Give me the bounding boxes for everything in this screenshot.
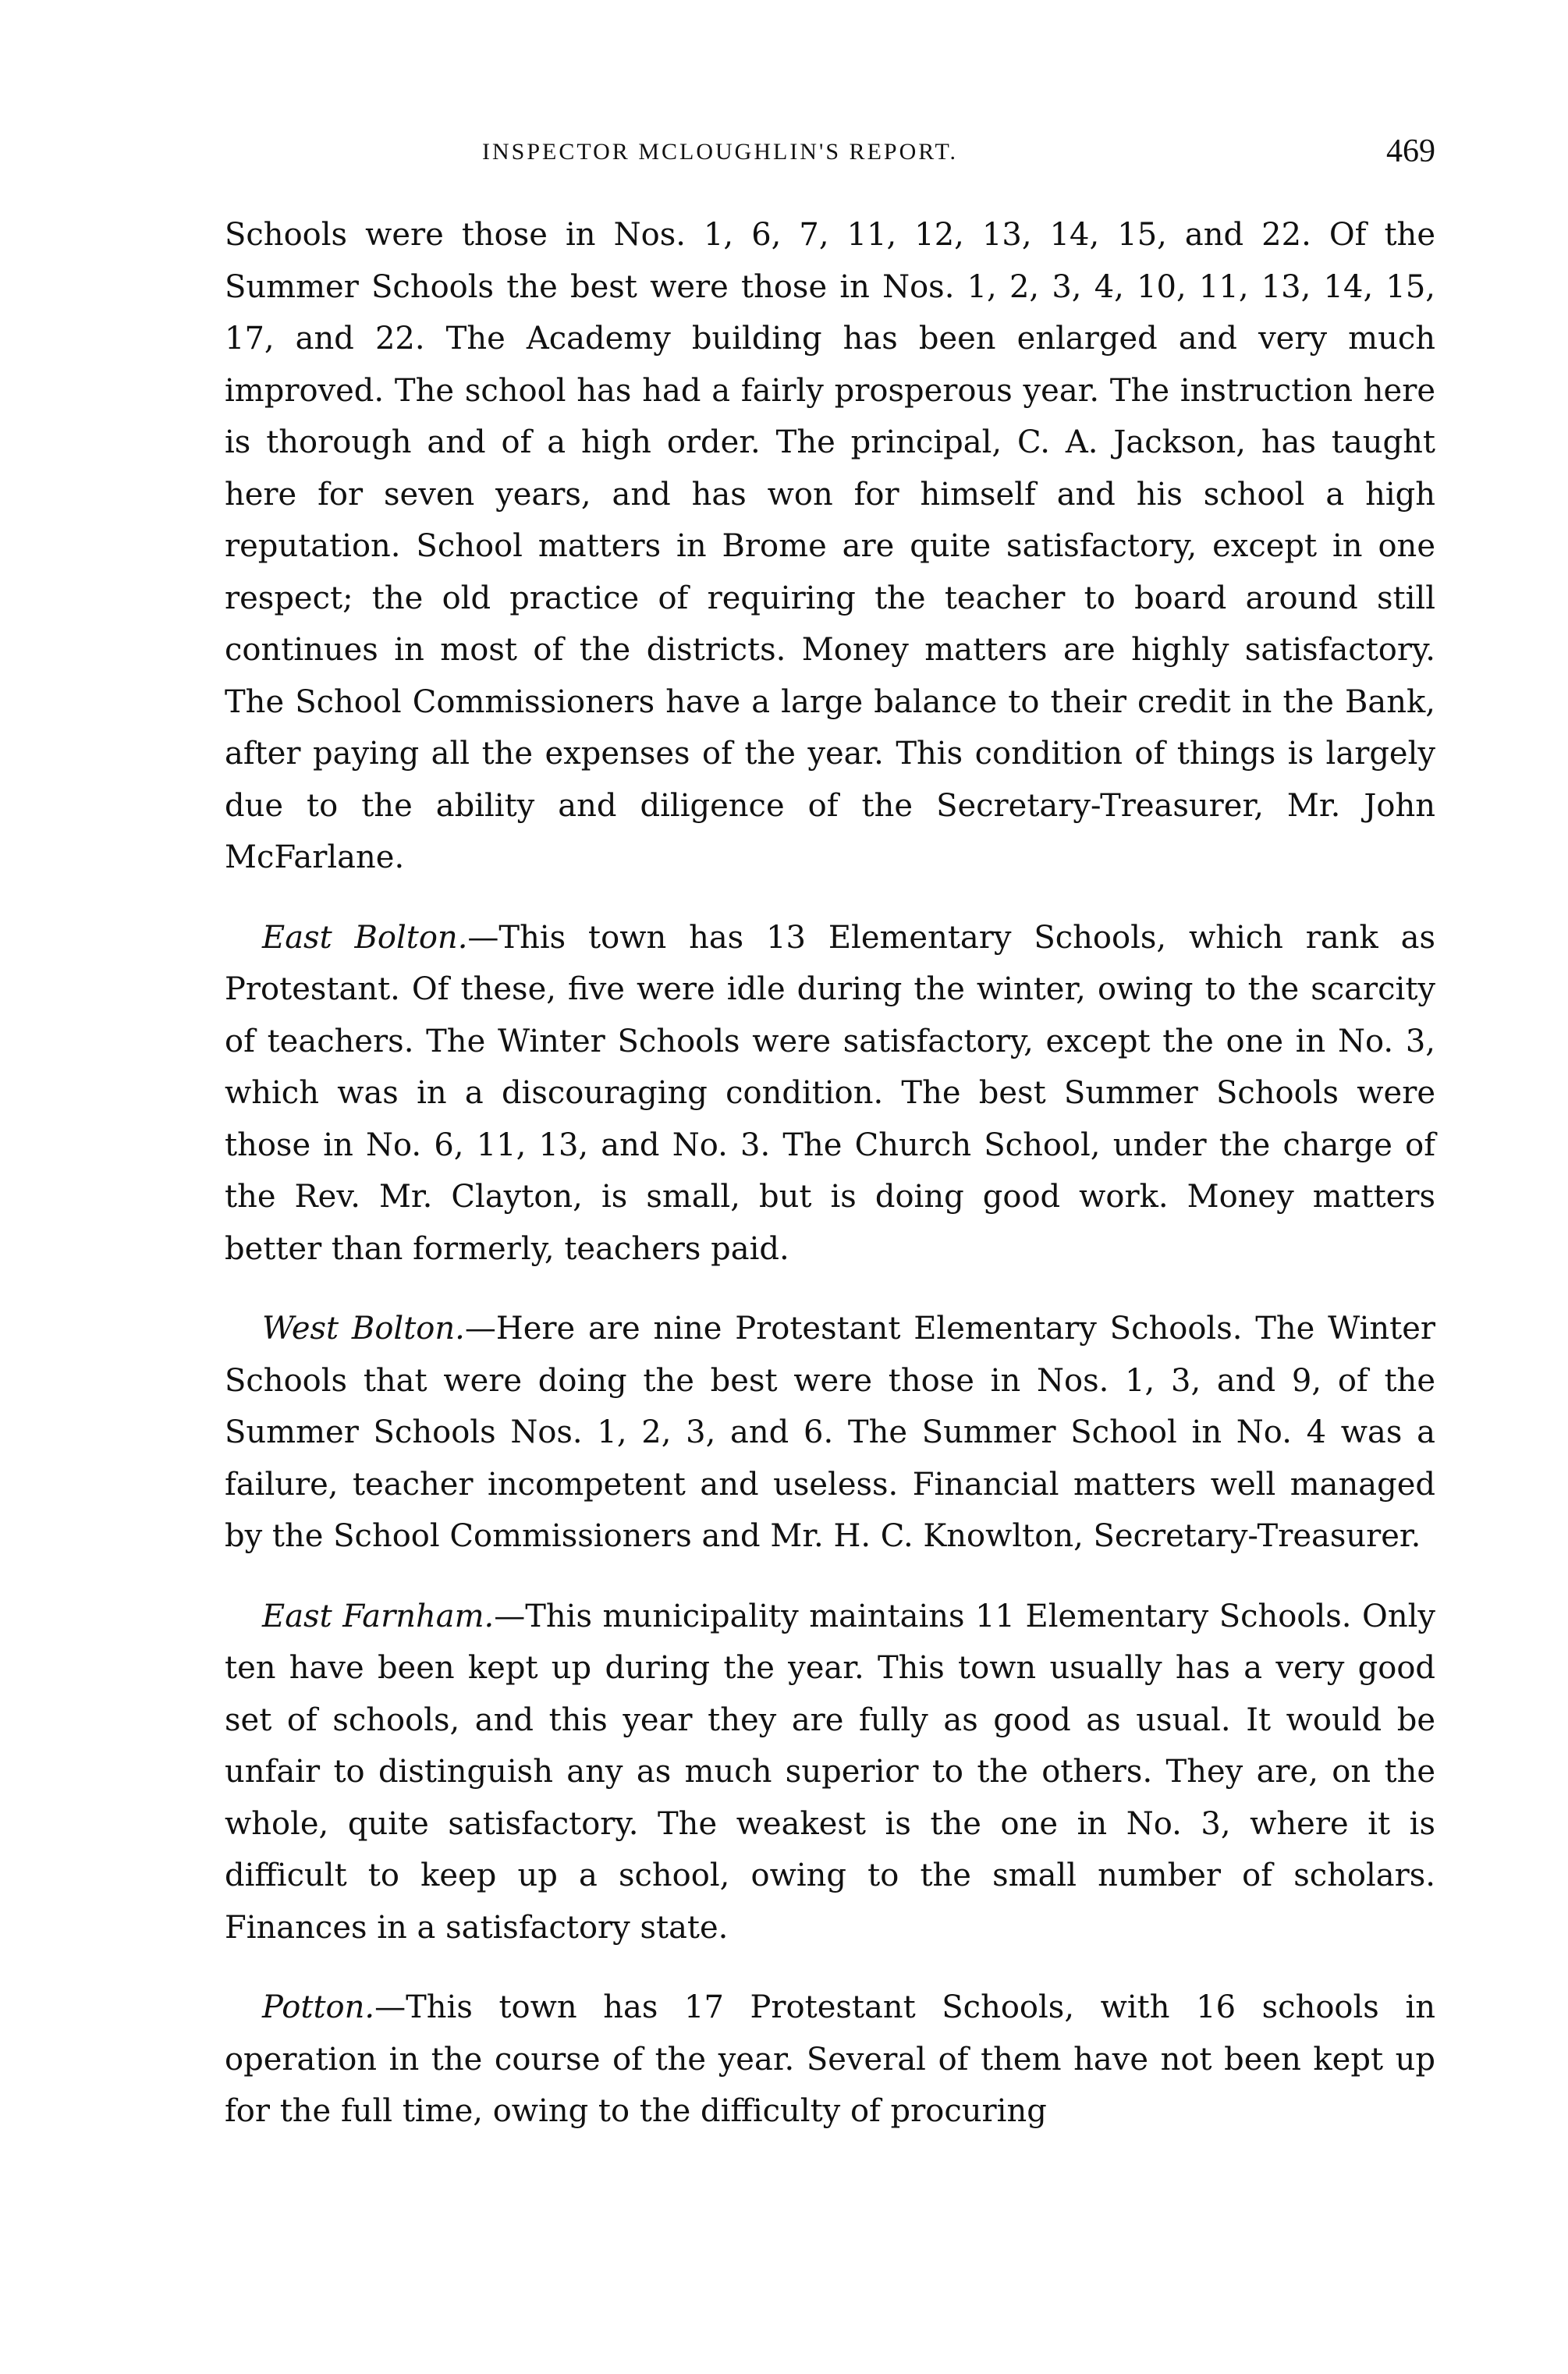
paragraph-potton [225, 1982, 1435, 2138]
place-heading: Potton. [262, 1989, 375, 2025]
paragraph-text: —Here are nine Protestant Elementary Schools. The Winter Schools that were doing the best were those in Nos. 1, 3, and 9, of the Summer Schools Nos. 1, 2, 3, and 6. The Summer School in No. 4 was a failure, teacher incompetent and useless. Financial matters well managed by the School Commissioners and Mr. H. C. Knowlton, Secretary-Treasurer. [225, 1311, 1435, 1554]
place-heading: East Bolton. [262, 919, 468, 956]
paragraph-text: —This town has 13 Elementary Schools, which rank as Protestant. Of these, five were idle during the winter, owing to the scarcity of teachers. The Winter Schools were satisfactory, except the one in No. 3, which was in a discouraging condition. The best Summer Schools were those in No. 6, 11, 13, and No. 3. The Church School, under the charge of the Rev. Mr. Clayton, is small, but is doing good work. Money matters better than formerly, teachers paid. [225, 919, 1436, 1267]
page-number: 469 [1386, 133, 1435, 169]
running-title: INSPECTOR MCLOUGHLIN'S REPORT. [482, 139, 959, 165]
paragraph-east-bolton [225, 912, 1435, 1276]
document-page [225, 125, 1435, 2166]
paragraph-brome [225, 209, 1435, 884]
running-header [225, 125, 1435, 187]
place-heading: East Farnham. [262, 1598, 495, 1634]
paragraph-text: —This town has 17 Protestant Schools, with 16 schools in operation in the course of the year. Several of them have not been kept up for the full time, owing to the difficulty of procuring [225, 1989, 1435, 2129]
paragraph-east-farnham [225, 1591, 1435, 1954]
paragraph-text: —This municipality maintains 11 Elementary Schools. Only ten have been kept up during the year. This town usually has a very good set of schools, and this year they are fully as good as usual. It would be unfair to distinguish any as much superior to the others. They are, on the whole, quite satisfactory. The weakest is the one in No. 3, where it is difficult to keep up a school, owing to the small number of scholars. Finances in a satisfactory state. [225, 1598, 1435, 1946]
place-heading: West Bolton. [262, 1311, 465, 1347]
paragraph-west-bolton [225, 1303, 1435, 1563]
paragraph-text: Schools were those in Nos. 1, 6, 7, 11, 12, 13, 14, 15, and 22. Of the Summer Schools the best were those in Nos. 1, 2, 3, 4, 10, 11, 13, 14, 15, 17, and 22. The Academy building has been enlarged and very much improved. The school has had a fairly prosperous year. The instruction here is thorough and of a high order. The principal, C. A. Jackson, has taught here for seven years, and has won for himself and his school a high reputation. School matters in Brome are quite satisfactory, except in one respect; the old practice of requiring the teacher to board around still continues in most of the districts. Money matters are highly satisfactory. The School Commissioners have a large balance to their credit in the Bank, after paying all the expenses of the year. This condition of things is largely due to the ability and diligence of the Secretary-Treasurer, Mr. John McFarlane. [225, 217, 1435, 875]
